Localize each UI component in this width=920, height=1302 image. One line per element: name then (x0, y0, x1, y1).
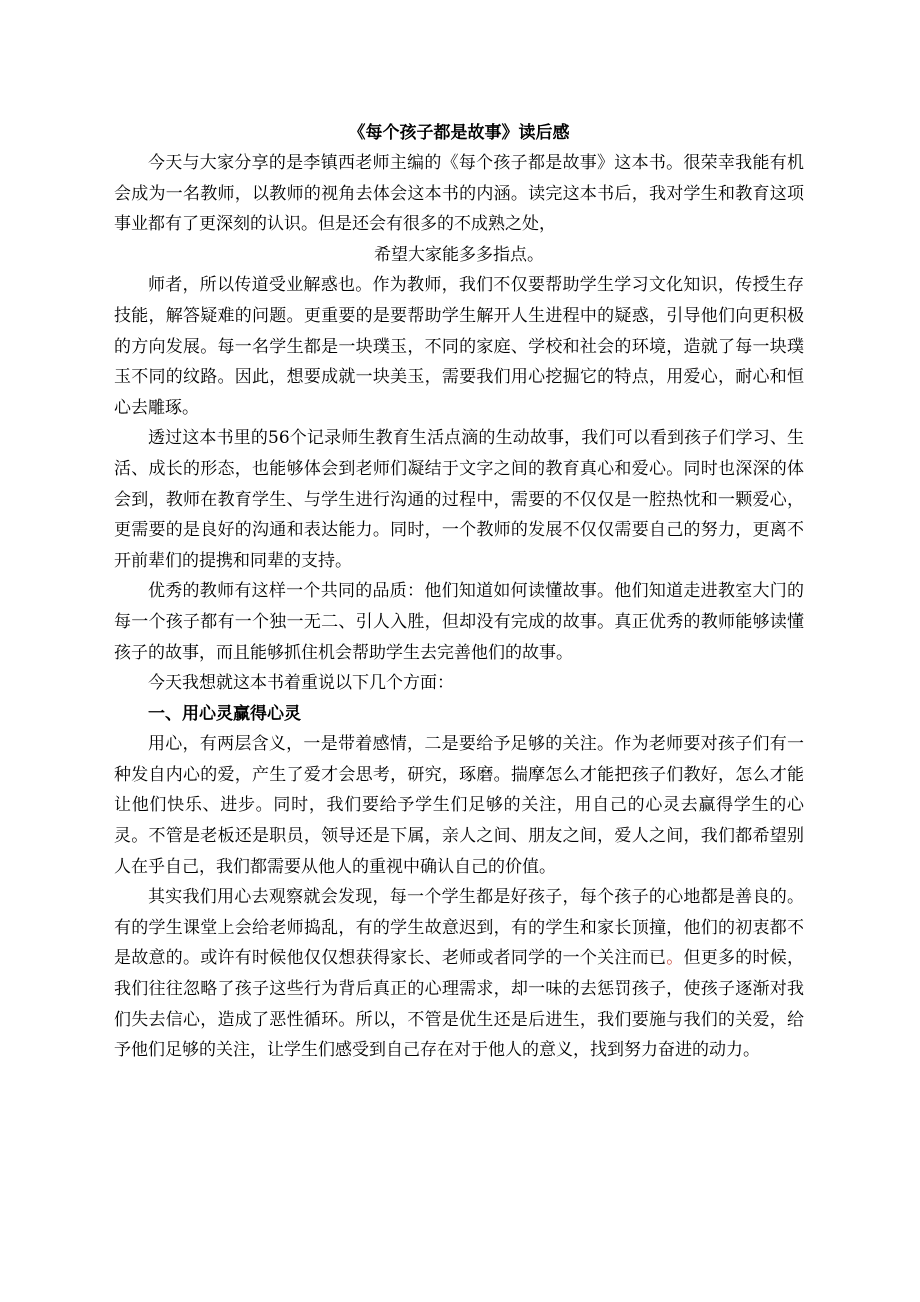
intro-paragraph: 今天与大家分享的是李镇西老师主编的《每个孩子都是故事》这本书。很荣幸我能有机会成为一名教师，以教师的视角去体会这本书的内涵。读完这本书后，我对学生和教育这项事业都有了更深刻的认识。但是还会有很多的不成熟之处， (114, 153, 804, 235)
highlighted-period: 。 (666, 948, 684, 969)
body-paragraph: 透过这本书里的56个记录师生教育生活点滴的生动故事，我们可以看到孩子们学习、生活、成长的形态，也能够体会到老师们凝结于文字之间的教育真心和爱心。同时也深深的体会到，教师在教育学生、与学生进行沟通的过程中，需要的不仅仅是一腔热忱和一颗爱心，更需要的是良好的沟通和表达能力。同时，一个教师的发展不仅仅需要自己的努力，更离不开前辈们的提携和同辈的支持。 (114, 428, 804, 571)
section-paragraph-text: 但更多的时候，我们往往忽略了孩子这些行为背后真正的心理需求，却一味的去惩罚孩子，使孩子逐渐对我们失去信心，造成了恶性循环。所以，不管是优生还是后进生，我们要施与我们的关爱，给予他们足够的关注，让学生们感受到自己存在对于他人的意义，找到努力奋进的动力。 (114, 948, 805, 1061)
body-paragraph: 优秀的教师有这样一个共同的品质：他们知道如何读懂故事。他们知道走进教室大门的每一个孩子都有一个独一无二、引人入胜，但却没有完成的故事。真正优秀的教师能够读懂孩子的故事，而且能够抓住机会帮助学生去完善他们的故事。 (114, 581, 804, 663)
document-title: 《每个孩子都是故事》读后感 (348, 123, 570, 143)
section-paragraph: 用心，有两层含义，一是带着感情，二是要给予足够的关注。作为老师要对孩子们有一种发自内心的爱，产生了爱才会思考，研究，琢磨。揣摩怎么才能把孩子们教好，怎么才能让他们快乐、进步。同时，我们要给予学生们足够的关注，用自己的心灵去赢得学生的心灵。不管是老板还是职员，领导还是下属，亲人之间、朋友之间，爱人之间，我们都希望别人在乎自己，我们都需要从他人的重视中确认自己的价值。 (114, 734, 804, 877)
section-paragraph-text: 其实我们用心去观察就会发现，每一个学生都是好孩子，每个孩子的心地都是善良的。有的学生课堂上会给老师捣乱，有的学生故意迟到，有的学生和家长顶撞，他们的初衷都不是故意的。或许有时候他仅仅想获得家长、老师或者同学的一个关注而已 (114, 887, 804, 969)
body-paragraph: 今天我想就这本书着重说以下几个方面： (148, 673, 454, 694)
intro-paragraph-tail: 希望大家能多多指点。 (374, 244, 544, 265)
section-heading: 一、用心灵赢得心灵 (148, 703, 301, 724)
body-paragraph: 师者，所以传道受业解惑也。作为教师，我们不仅要帮助学生学习文化知识，传授生存技能，解答疑难的问题。更重要的是要帮助学生解开人生进程中的疑惑，引导他们向更积极的方向发展。每一名学生都是一块璞玉，不同的家庭、学校和社会的环境，造就了每一块璞玉不同的纹路。因此，想要成就一块美玉，需要我们用心挖掘它的特点，用爱心，耐心和恒心去雕琢。 (114, 275, 804, 418)
section-paragraph (114, 882, 804, 1066)
document-body (114, 118, 804, 1066)
